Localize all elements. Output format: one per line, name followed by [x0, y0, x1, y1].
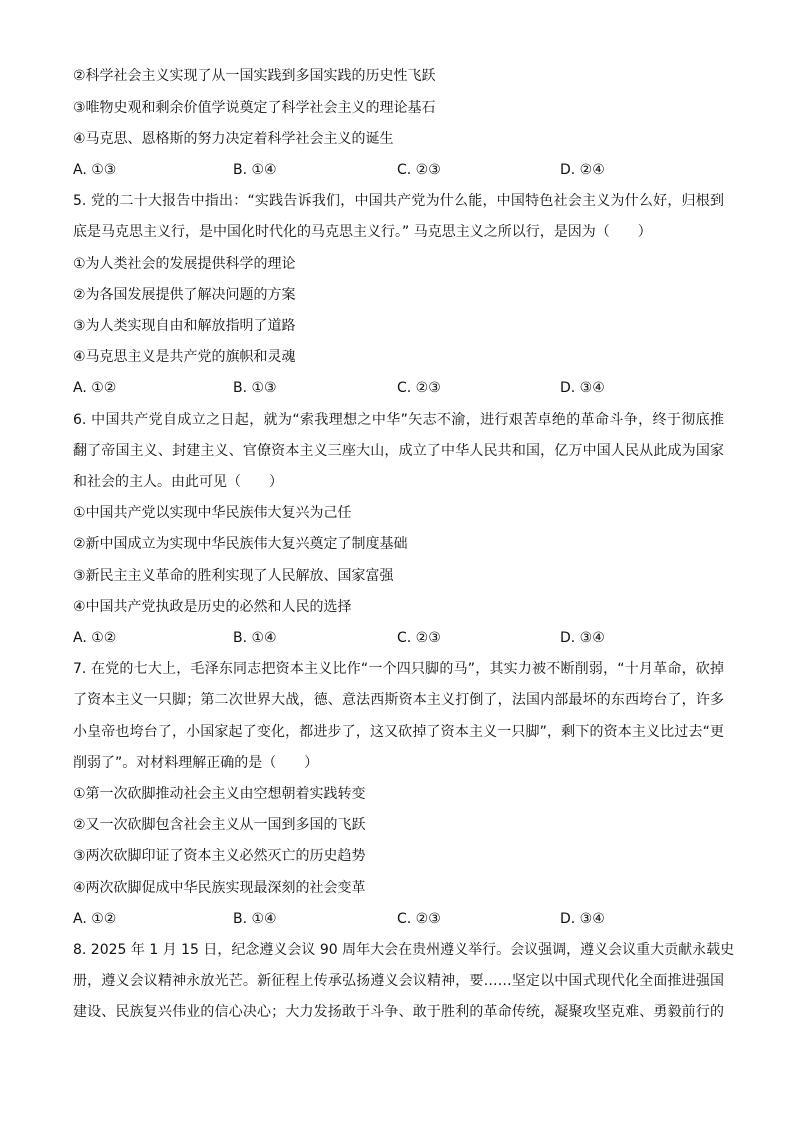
option-c: C. ②③: [397, 630, 441, 646]
statement-4: ④马克思主义是共产党的旗帜和灵魂: [73, 349, 296, 365]
statement-4: ④两次砍脚促成中华民族实现最深刻的社会变革: [73, 880, 366, 896]
option-d: D. ②④: [560, 162, 605, 178]
option-b: B. ①④: [233, 630, 277, 646]
statement-2: ②科学社会主义实现了从一国实践到多国实践的历史性飞跃: [73, 68, 436, 84]
option-a: A. ①②: [73, 630, 117, 646]
option-d: D. ③④: [560, 911, 605, 927]
question-6-stem-line-3: 和社会的主人。由此可见（ ）: [73, 474, 283, 490]
question-7-stem-line-2: 了资本主义一只脚；第二次世界大战，德、意法西斯资本主义打倒了，法国内部最坏的东西垮台了，许多: [73, 692, 724, 708]
option-b: B. ①④: [233, 911, 277, 927]
option-c: C. ②③: [397, 911, 441, 927]
statement-1: ①中国共产党以实现中华民族伟大复兴为己任: [73, 505, 352, 521]
option-a: A. ①②: [73, 380, 117, 396]
option-a: A. ①③: [73, 162, 117, 178]
statement-2: ②为各国发展提供了解决问题的方案: [73, 287, 296, 303]
question-8-stem-line-1: 8. 2025 年 1 月 15 日，纪念遵义会议 90 周年大会在贵州遵义举行。会议强调，遵义会议重大贡献永载史: [73, 942, 735, 958]
option-b: B. ①③: [233, 380, 277, 396]
option-d: D. ③④: [560, 630, 605, 646]
option-b: B. ①④: [233, 162, 277, 178]
statement-3: ③唯物史观和剩余价值学说奠定了科学社会主义的理论基石: [73, 100, 436, 116]
statement-3: ③新民主主义革命的胜利实现了人民解放、国家富强: [73, 568, 394, 584]
question-8-stem-line-3: 建设、民族复兴伟业的信心决心；大力发扬敢于斗争、敢于胜利的革命传统，凝聚攻坚克难、勇毅前行的: [73, 1004, 724, 1020]
question-7-stem-line-3: 小皇帝也垮台了，小国家起了变化，都进步了，这又砍掉了资本主义一只脚”，剩下的资本主义比过去“更: [73, 724, 724, 740]
statement-1: ①为人类社会的发展提供科学的理论: [73, 256, 296, 272]
question-6-stem-line-2: 翻了帝国主义、封建主义、官僚资本主义三座大山，成立了中华人民共和国，亿万中国人民从此成为国家: [73, 443, 724, 459]
option-d: D. ③④: [560, 380, 605, 396]
question-5-stem-line-2: 底是马克思主义行，是中国化时代化的马克思主义行。” 马克思主义之所以行，是因为（ ）: [73, 224, 652, 240]
statement-2: ②又一次砍脚包含社会主义从一国到多国的飞跃: [73, 817, 366, 833]
question-5-stem-line-1: 5. 党的二十大报告中指出：“实践告诉我们，中国共产党为什么能，中国特色社会主义为什么好，归根到: [73, 193, 724, 209]
statement-4: ④中国共产党执政是历史的必然和人民的选择: [73, 599, 352, 615]
statement-2: ②新中国成立为实现中华民族伟大复兴奠定了制度基础: [73, 536, 408, 552]
question-6-stem-line-1: 6. 中国共产党自成立之日起，就为“索我理想之中华”矢志不渝，进行艰苦卓绝的革命斗争，终于彻底推: [73, 412, 724, 428]
option-c: C. ②③: [397, 162, 441, 178]
answer-options-q6: [73, 628, 733, 648]
statement-4: ④马克思、恩格斯的努力决定着科学社会主义的诞生: [73, 131, 394, 147]
statement-1: ①第一次砍脚推动社会主义由空想朝着实践转变: [73, 786, 366, 802]
statement-3: ③两次砍脚印证了资本主义必然灭亡的历史趋势: [73, 848, 366, 864]
answer-options-q7: [73, 909, 733, 929]
question-7-stem-line-4: 削弱了”。对材料理解正确的是（ ）: [73, 755, 319, 771]
answer-options-q4: [73, 160, 733, 180]
answer-options-q5: [73, 378, 733, 398]
statement-3: ③为人类实现自由和解放指明了道路: [73, 318, 296, 334]
option-a: A. ①②: [73, 911, 117, 927]
option-c: C. ②③: [397, 380, 441, 396]
question-7-stem-line-1: 7. 在党的七大上，毛泽东同志把资本主义比作“一个四只脚的马”，其实力被不断削弱，“十月革命，砍掉: [73, 661, 724, 677]
question-8-stem-line-2: 册，遵义会议精神永放光芒。新征程上传承弘扬遵义会议精神，要……坚定以中国式现代化全面推进强国: [73, 973, 724, 989]
